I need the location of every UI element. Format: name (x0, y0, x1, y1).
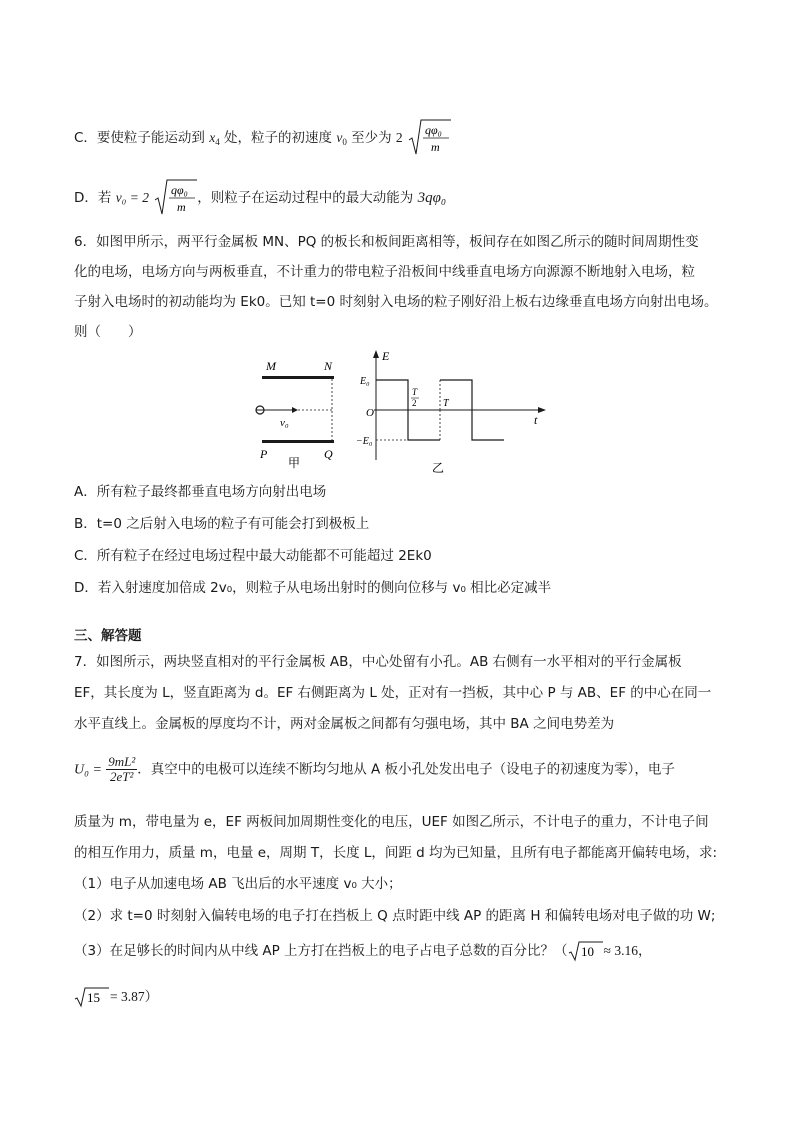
q5d-lhs: v₀ = 2 (115, 190, 149, 205)
q7-sub2: （2）求 t=0 时刻射入偏转电场的电子打在挡板上 Q 点时距中线 AP 的距离 H 和偏转电场对电子做的功 W; (74, 908, 716, 924)
plate-pq (262, 440, 334, 443)
q7-line4-rest: ．真空中的电极可以连续不断均匀地从 A 板小孔处发出电子（设电子的初速度为零），电子 (137, 761, 675, 778)
q6-line2: 化的电场，电场方向与两板垂直，不计重力的带电粒子沿板间中线垂直电场方向源源不断地射入电场，粒 (74, 264, 695, 280)
q7-line1: 7．如图所示，两块竖直相对的平行金属板 AB，中心处留有小孔。AB 右侧有一水平相对的平行金属板 (74, 654, 682, 670)
sqrt15 (74, 986, 110, 1008)
q5c-mid: 处，粒子的初速度 (219, 130, 337, 146)
q5c-v: v (336, 130, 343, 145)
q6-option-b: B．t=0 之后射入电场的粒子有可能会打到极板上 (74, 516, 370, 532)
plate-mn (262, 376, 334, 379)
q7-eq15: = 3.87） (110, 989, 159, 1004)
q7-formula-line (74, 755, 675, 784)
q7-sub3-text: （3）在足够长的时间内从中线 AP 上方打在挡板上的电子占电子总数的百分比？（ (74, 943, 568, 959)
q6-option-d: D．若入射速度加倍成 2v₀，则粒子从电场出射时的侧向位移与 v₀ 相比必定减半 (74, 580, 552, 596)
q5d-frac-den: m (177, 200, 186, 214)
q5d-value: 3qφ₀ (417, 190, 447, 206)
caption-jia: 甲 (288, 456, 301, 470)
figure-jia (250, 355, 350, 475)
q7-sub3 (74, 940, 651, 962)
axis-t: t (534, 413, 538, 427)
q5c-prefix: C．要使粒子能运动到 (74, 130, 210, 146)
label-q: Q (324, 447, 333, 461)
q7-line6: 的相互作用力，质量 m，电量 e，周期 T，长度 L，间距 d 均为已知量，且所有电子都能离开偏转电场，求: (74, 845, 718, 861)
label-p: P (260, 447, 268, 461)
sqrt10 (568, 940, 604, 962)
q5c-vsub: 0 (342, 137, 347, 147)
q5d-prefix: D．若 (74, 190, 116, 206)
q5d-frac-num: qφ₀ (171, 183, 189, 197)
q5d-sqrt (153, 178, 197, 218)
sqrt10-val: 10 (580, 944, 594, 959)
q7-formula-frac (106, 755, 137, 784)
q6-line4: 则（ ） (74, 324, 142, 340)
q7-formula-lhs: U₀ = (74, 762, 102, 778)
q6-option-c: C．所有粒子在经过电场过程中最大动能都不可能超过 2Ek0 (74, 548, 432, 564)
tick-t: T (443, 398, 449, 409)
label-v0: v₀ (280, 417, 289, 429)
tick-t2-den: 2 (412, 398, 417, 408)
velocity-arrow (292, 407, 298, 413)
q5c-sqrt (407, 118, 451, 158)
tick-e0: E₀ (360, 376, 370, 387)
label-m: M (266, 359, 276, 373)
q7-line3: 水平直线上。金属板的厚度均不计，两对金属板之间都有匀强电场，其中 BA 之间电势差为 (74, 716, 615, 732)
q5-option-d (74, 178, 446, 218)
q5c-frac-den: m (430, 140, 440, 154)
q6-option-a: A．所有粒子最终都垂直电场方向射出电场 (74, 484, 327, 500)
tick-t2-num: T (412, 387, 418, 397)
axis-e: E (382, 349, 390, 363)
q7-sub1: （1）电子从加速电场 AB 飞出后的水平速度 v₀ 大小； (74, 876, 402, 892)
q6-line3: 子射入电场时的初动能均为 Ek0。已知 t=0 时刻射入电场的粒子刚好沿上板右边缘垂直电场方向射出电场。 (74, 294, 718, 310)
q5c-suffix: 至少为 (346, 130, 396, 146)
caption-yi: 乙 (432, 461, 445, 475)
label-n: N (324, 359, 333, 373)
q5c-coef: 2 (395, 130, 403, 145)
section-title: 三、解答题 (74, 628, 142, 644)
q7-approx: ≈ 3.16， (603, 943, 652, 958)
tick-neg-e0: −E₀ (356, 436, 373, 447)
q6-line1: 6．如图甲所示，两平行金属板 MN、PQ 的板长和板间距离相等，板间存在如图乙所示的随时间周期性变 (74, 234, 699, 250)
q5c-var: x (209, 130, 216, 145)
q5-option-c (74, 118, 451, 158)
origin-o: O (366, 407, 374, 419)
sqrt15-val: 15 (87, 990, 100, 1005)
q5d-suffix: ，则粒子在运动过程中的最大动能为 (197, 190, 418, 206)
q7-line2: EF，其长度为 L，竖直距离为 d。EF 右侧距离为 L 处，正对有一挡板，其中心 P 与 AB、EF 的中心在同一 (74, 685, 712, 701)
q5c-varsub: 4 (215, 137, 220, 147)
figure-yi (354, 348, 554, 478)
q7-formula-den: 2eT² (110, 769, 134, 784)
q7-line5: 质量为 m，带电量为 e，EF 两板间加周期性变化的电压，UEF 如图乙所示，不计电子的重力，不计电子间 (74, 814, 709, 830)
q7-sqrt15-line (74, 986, 158, 1008)
q5c-frac-num: qφ₀ (424, 123, 442, 137)
q7-formula-num: 9mL² (108, 754, 136, 769)
